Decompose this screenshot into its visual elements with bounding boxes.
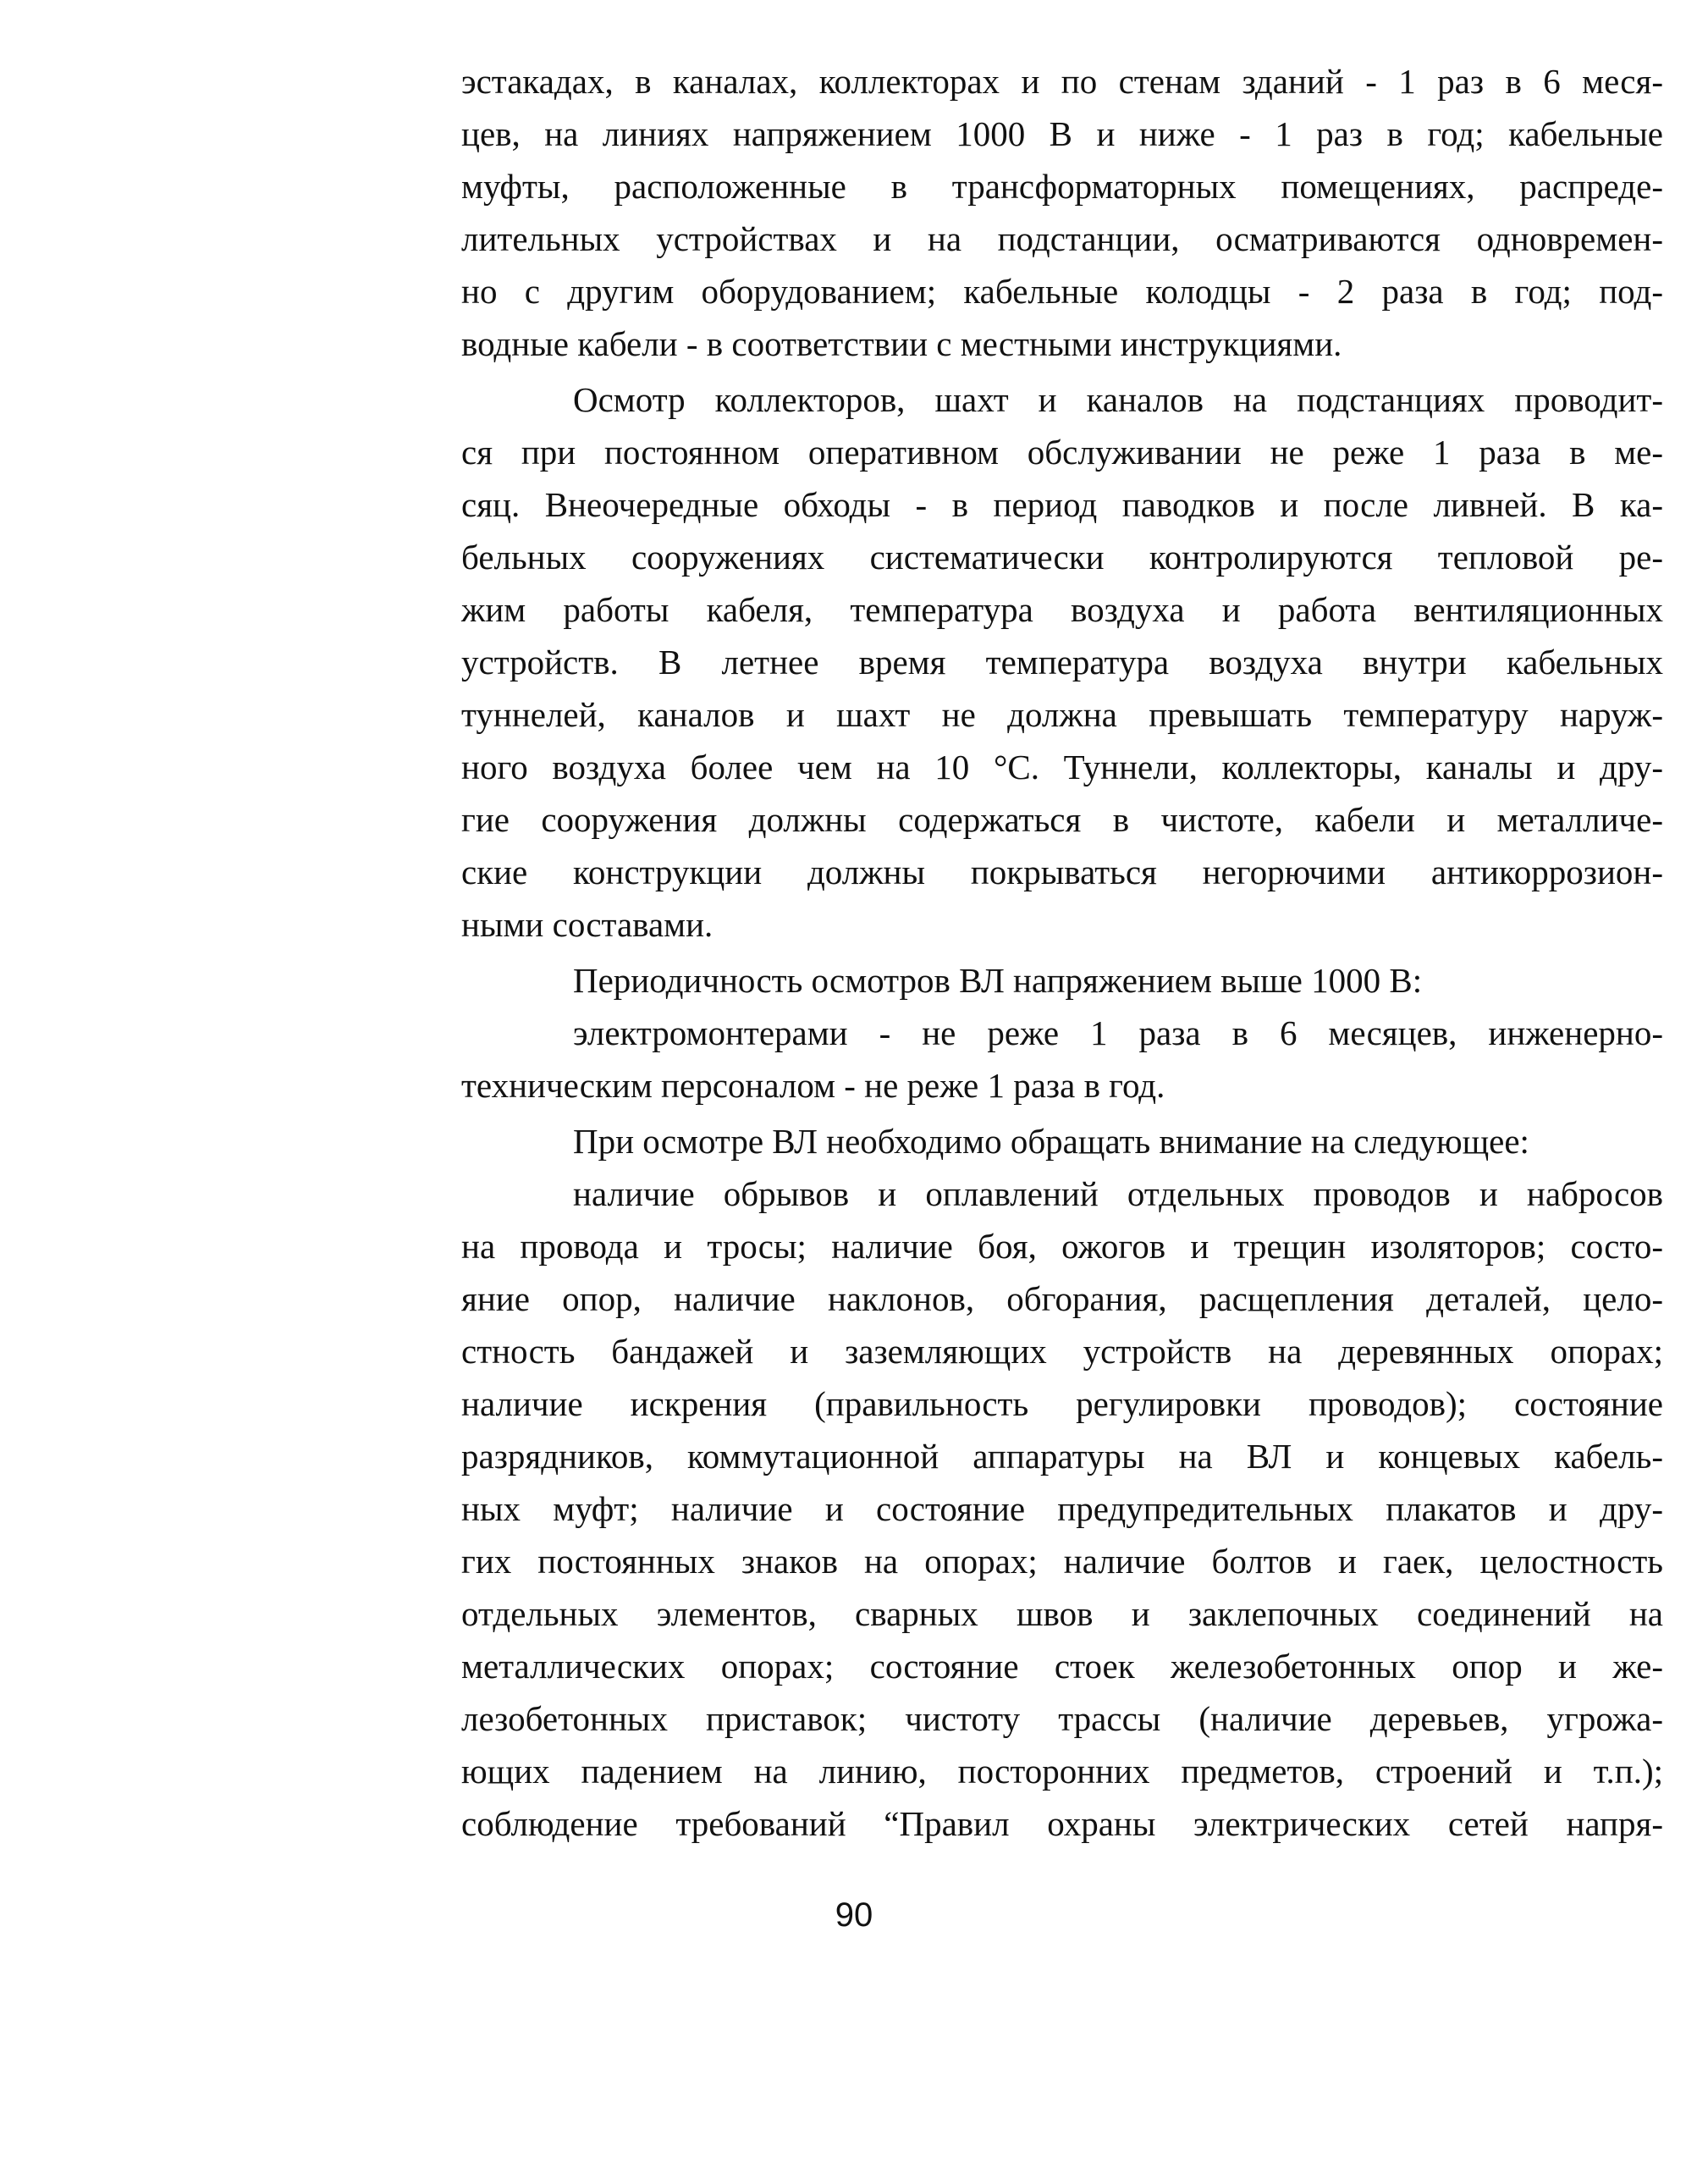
text-line: наличие искрения (правильность регулировки проводов); состояние [461, 1384, 1663, 1423]
page-body [461, 55, 1663, 1850]
text-line: муфты, расположенные в трансформаторных помещениях, распреде- [461, 167, 1663, 206]
paragraph-6 [461, 1167, 1663, 1850]
text-line: При осмотре ВЛ необходимо обращать внимание на следующее: [573, 1122, 1529, 1161]
text-line: лезобетонных приставок; чистоту трассы (наличие деревьев, угрожа- [461, 1699, 1663, 1738]
text-line: техническим персоналом - не реже 1 раза в год. [461, 1066, 1165, 1105]
paragraph-4 [461, 1007, 1663, 1112]
paragraph-1 [461, 55, 1663, 370]
text-line: на провода и тросы; наличие боя, ожогов и трещин изоляторов; состо- [461, 1227, 1663, 1266]
text-line: сяц. Внеочередные обходы - в период паводков и после ливней. В ка- [461, 485, 1663, 524]
text-line: эстакадах, в каналах, коллекторах и по стенам зданий - 1 раз в 6 меся- [461, 62, 1663, 101]
text-line: электромонтерами - не реже 1 раза в 6 месяцев, инженерно- [573, 1013, 1663, 1052]
text-line: отдельных элементов, сварных швов и заклепочных соединений на [461, 1594, 1663, 1633]
text-line: яние опор, наличие наклонов, обгорания, расщепления деталей, цело- [461, 1279, 1663, 1318]
text-line: стность бандажей и заземляющих устройств на деревянных опорах; [461, 1332, 1663, 1371]
text-line: бельных сооружениях систематически контролируются тепловой ре- [461, 538, 1663, 577]
page-number: 90 [835, 1896, 873, 1934]
text-line: но с другим оборудованием; кабельные колодцы - 2 раза в год; под- [461, 272, 1663, 311]
paragraph-3 [461, 954, 1663, 1007]
text-line: ных муфт; наличие и состояние предупредительных плакатов и дру- [461, 1489, 1663, 1528]
text-line: ские конструкции должны покрываться негорючими антикоррозион- [461, 853, 1663, 891]
text-line: гих постоянных знаков на опорах; наличие болтов и гаек, целостность [461, 1542, 1663, 1581]
text-line: соблюдение требований “Правил охраны электрических сетей напря- [461, 1804, 1663, 1843]
text-line: цев, на линиях напряжением 1000 В и ниже - 1 раз в год; кабельные [461, 114, 1663, 153]
text-line: устройств. В летнее время температура воздуха внутри кабельных [461, 643, 1663, 682]
text-line: лительных устройствах и на подстанции, осматриваются одновремен- [461, 219, 1663, 258]
text-line: Осмотр коллекторов, шахт и каналов на подстанциях проводит- [573, 380, 1663, 419]
text-line: гие сооружения должны содержаться в чистоте, кабели и металличе- [461, 800, 1663, 839]
paragraph-2 [461, 373, 1663, 951]
text-line: ющих падением на линию, посторонних предметов, строений и т.п.); [461, 1752, 1663, 1791]
text-line: ными составами. [461, 905, 714, 944]
text-line: наличие обрывов и оплавлений отдельных проводов и набросов [573, 1174, 1663, 1213]
text-line: Периодичность осмотров ВЛ напряжением выше 1000 В: [573, 961, 1423, 1000]
text-line: ся при постоянном оперативном обслуживании не реже 1 раза в ме- [461, 433, 1663, 472]
text-line: разрядников, коммутационной аппаратуры на ВЛ и концевых кабель- [461, 1437, 1663, 1476]
text-line: металлических опорах; состояние стоек железобетонных опор и же- [461, 1647, 1663, 1686]
text-line: туннелей, каналов и шахт не должна превышать температуру наруж- [461, 695, 1663, 734]
text-line: водные кабели - в соответствии с местными инструкциями. [461, 324, 1342, 363]
paragraph-5 [461, 1115, 1663, 1167]
text-line: ного воздуха более чем на 10 °С. Туннели, коллекторы, каналы и дру- [461, 748, 1663, 786]
text-line: жим работы кабеля, температура воздуха и работа вентиляционных [461, 590, 1663, 629]
